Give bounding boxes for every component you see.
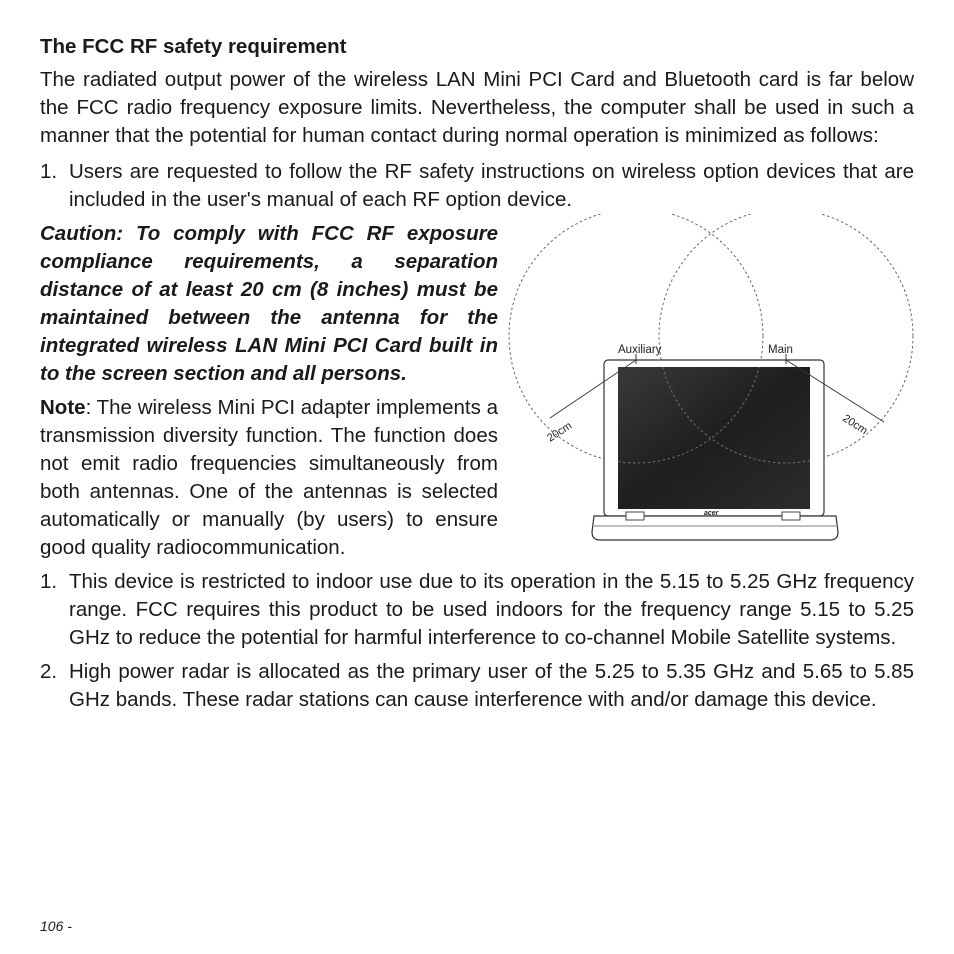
- auxiliary-label: Auxiliary: [618, 344, 662, 356]
- left-hinge: [626, 512, 644, 520]
- right-hinge: [782, 512, 800, 520]
- antenna-diagram-graphic: [506, 214, 926, 544]
- list-number: 1.: [40, 160, 58, 183]
- caution-paragraph: Caution: To comply with FCC RF exposure compliance requirements, a separation distance of at least 20 cm (8 inches) must be maintained between the antenna for the integrated wireless LAN Mini PCI Card built in to the screen section and all persons.: [40, 222, 498, 385]
- note-text: : The wireless Mini PCI adapter implements a transmission diversity function. The function does not emit radio frequencies simultaneously from both antennas. One of the antennas is selected automatically or manually (by users) to ensure good quality radiocommunication.: [40, 396, 498, 559]
- list-text: This device is restricted to indoor use due to its operation in the 5.15 to 5.25 GHz frequency range. FCC requires this product to be used indoors for the frequency range 5.15 to 5.25 GHz to reduce the potential for harmful interference to co-channel Mobile Satellite systems.: [69, 570, 914, 649]
- list-text: Users are requested to follow the RF safety instructions on wireless option devices that are included in the user's manual of each RF option device.: [69, 160, 914, 211]
- page-number: 106 -: [40, 918, 72, 934]
- list-item: [40, 568, 914, 652]
- document-page: [40, 34, 914, 714]
- note-label: Note: [40, 396, 86, 419]
- list-number: 2.: [40, 660, 58, 683]
- safety-list: [40, 158, 914, 214]
- antenna-diagram: [506, 214, 926, 544]
- frequency-list: [40, 568, 914, 714]
- list-number: 1.: [40, 570, 58, 593]
- list-text: High power radar is allocated as the primary user of the 5.25 to 5.35 GHz and 5.65 to 5.85 GHz bands. These radar stations can cause interference with and/or damage this device.: [69, 660, 914, 711]
- list-item: [40, 658, 914, 714]
- intro-paragraph: The radiated output power of the wireless LAN Mini PCI Card and Bluetooth card is far below the FCC radio frequency exposure limits. Nevertheless, the computer shall be used in such a manner that the potential for human contact during normal operation is minimized as follows:: [40, 68, 914, 147]
- acer-logo: acer: [704, 510, 719, 517]
- section-heading: The FCC RF safety requirement: [40, 35, 347, 58]
- auxiliary-distance-label: 20cm: [545, 419, 575, 445]
- list-item: [40, 158, 914, 214]
- main-label: Main: [768, 344, 793, 356]
- main-distance-label: 20cm: [840, 412, 870, 438]
- laptop-screen: [618, 367, 810, 509]
